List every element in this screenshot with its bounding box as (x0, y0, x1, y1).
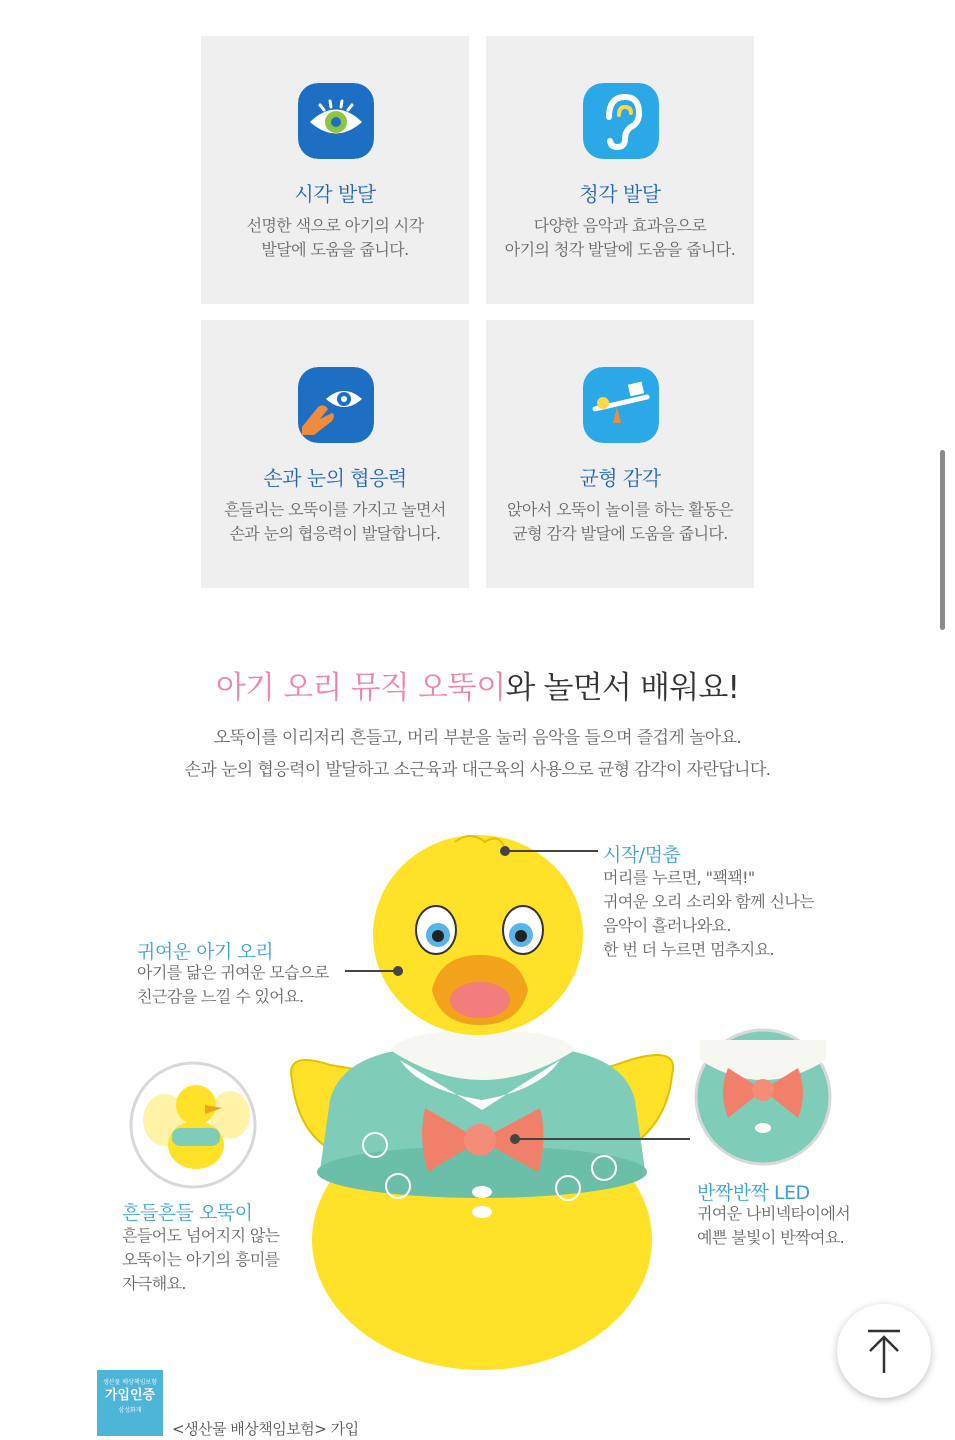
card-description: 앉아서 오뚝이 놀이를 하는 활동은 균형 감각 발달에 도움을 줍니다. (507, 500, 733, 543)
callout-cute-title: 귀여운 아기 오리 (137, 941, 274, 963)
insurance-badge: 생산물 배상책임보험 가입인증 삼성화재 (97, 1370, 163, 1436)
headline-highlight: 아기 오리 뮤직 오뚝이 (215, 670, 506, 706)
card-title: 시각 발달 (294, 182, 376, 206)
callout-wobble-title: 흔들흔들 오뚝이 (122, 1202, 253, 1224)
card-description: 선명한 색으로 아기의 시각 발달에 도움을 줍니다. (246, 216, 424, 259)
headline-rest: 와 놀면서 배워요! (505, 670, 740, 706)
card-description: 다양한 음악과 효과음으로 아기의 청각 발달에 도움을 줍니다. (504, 216, 736, 259)
card-title: 균형 감각 (579, 466, 661, 490)
feature-card-visual (201, 36, 469, 304)
card-title: 손과 눈의 협응력 (263, 466, 407, 490)
ear-icon (583, 83, 659, 159)
balance-icon (583, 367, 659, 443)
callout-led-title: 반짝반짝 LED (697, 1182, 810, 1204)
callout-wobble-text: 흔들어도 넘어지지 않는 오뚝이는 아기의 흥미를 자극해요. (122, 1226, 280, 1293)
card-description: 흔들리는 오뚝이를 가지고 놀면서 손과 눈의 협응력이 발달합니다. (224, 500, 446, 543)
scrollbar-thumb[interactable] (940, 450, 945, 630)
scroll-to-top-button[interactable] (837, 1304, 931, 1398)
clipped-top-text (200, 0, 760, 8)
card-title: 청각 발달 (579, 182, 661, 206)
arrow-up-icon (864, 1327, 904, 1375)
section-headline (0, 662, 955, 707)
feature-card-balance (486, 320, 754, 588)
callout-led-text: 귀여운 나비넥타이에서 예쁜 불빛이 반짝여요. (697, 1204, 851, 1247)
feature-card-auditory (486, 36, 754, 304)
insurance-note: <생산물 배상책임보험> 가입 (172, 1420, 359, 1438)
hand-eye-icon (298, 367, 374, 443)
section-subtext: 오뚝이를 이리저리 흔들고, 머리 부분을 눌러 음악을 들으며 즐겁게 놀아요. 손과 눈의 협응력이 발달하고 소근육과 대근육의 사용으로 균형 감각이 자란답니다. (184, 728, 771, 780)
callout-cute-text: 아기를 닮은 귀여운 모습으로 친근감을 느낄 수 있어요. (137, 963, 329, 1006)
callout-start-title: 시작/멈춤 (603, 844, 681, 866)
eye-icon (298, 83, 374, 159)
callout-start-text: 머리를 누르면, "꽥꽥!" 귀여운 오리 소리와 함께 신나는 음악이 흘러나와요. 한 번 더 누르면 멈추지요. (603, 868, 815, 959)
feature-card-coordination (201, 320, 469, 588)
